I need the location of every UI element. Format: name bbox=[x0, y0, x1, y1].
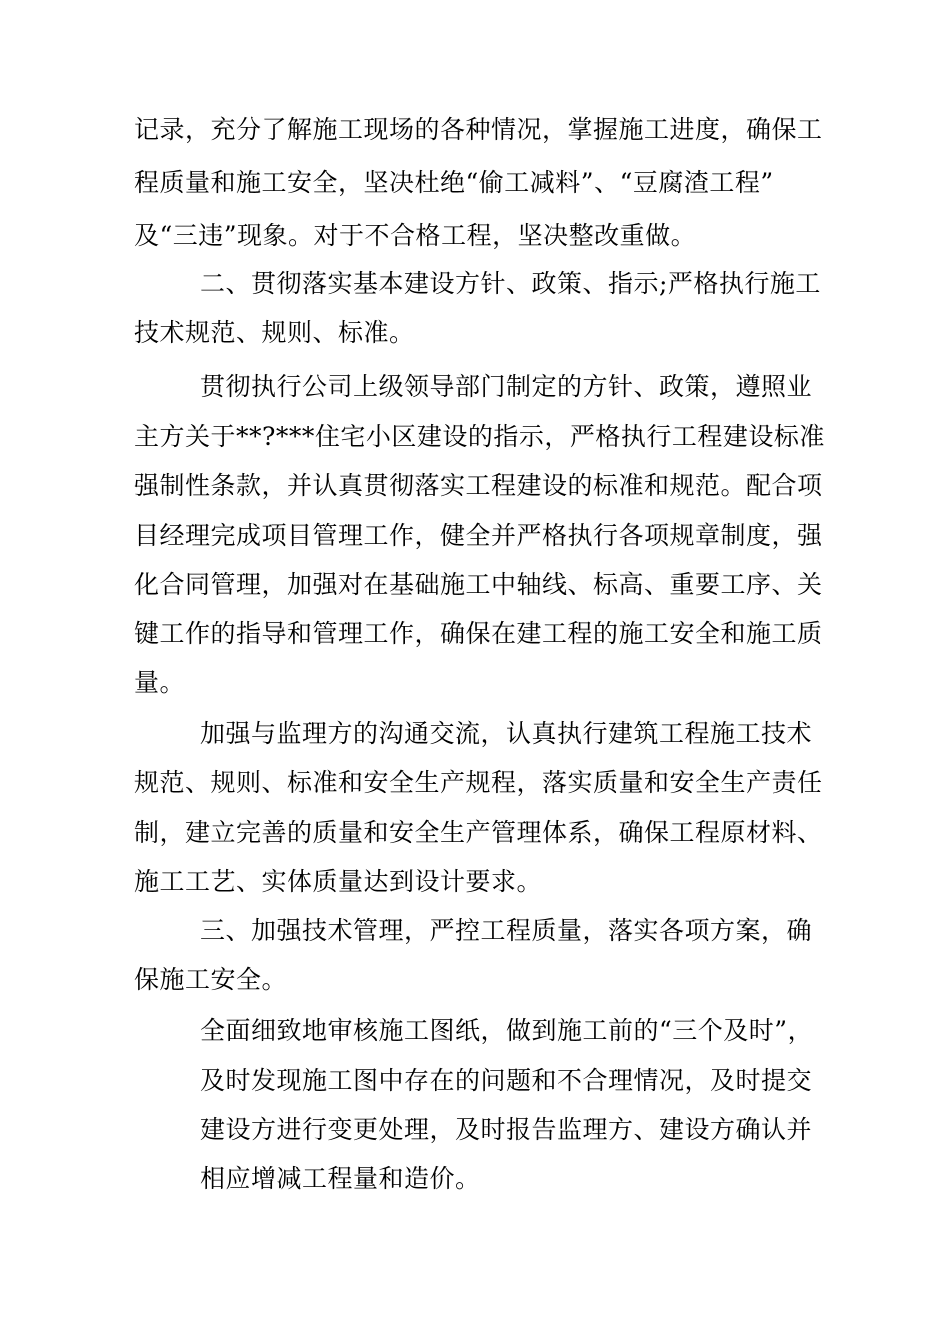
section-heading: 技术规范、规则、标准。 bbox=[134, 318, 415, 347]
text-line: 及时发现施工图中存在的问题和不合理情况，及时提交 bbox=[200, 1066, 813, 1095]
text-line: 全面细致地审核施工图纸，做到施工前的“三个及时”， bbox=[200, 1016, 814, 1045]
text-line: 规范、规则、标准和安全生产规程，落实质量和安全生产责任 bbox=[134, 768, 823, 797]
text-line: 加强与监理方的沟通交流，认真执行建筑工程施工技术 bbox=[200, 719, 813, 748]
text-line: 目经理完成项目管理工作，健全并严格执行各项规章制度，强 bbox=[134, 521, 823, 550]
text-line: 键工作的指导和管理工作，确保在建工程的施工安全和施工质 bbox=[134, 619, 823, 648]
text-line: 制，建立完善的质量和安全生产管理体系，确保工程原材料、 bbox=[134, 818, 823, 847]
section-heading: 二、贯彻落实基本建设方针、政策、指示;严格执行施工 bbox=[200, 269, 821, 298]
text-line: 化合同管理，加强对在基础施工中轴线、标高、重要工序、关 bbox=[134, 570, 823, 599]
text-line: 及“三违”现象。对于不合格工程，坚决整改重做。 bbox=[134, 221, 697, 250]
section-heading: 三、加强技术管理，严控工程质量，落实各项方案，确 bbox=[200, 916, 813, 945]
text-line: 量。 bbox=[134, 668, 186, 697]
section-heading: 保施工安全。 bbox=[134, 965, 288, 994]
text-line: 施工工艺、实体质量达到设计要求。 bbox=[134, 867, 543, 896]
text-line: 贯彻执行公司上级领导部门制定的方针、政策，遵照业 bbox=[200, 372, 813, 401]
text-line: 程质量和施工安全，坚决杜绝“偷工减料”、“豆腐渣工程” bbox=[134, 168, 774, 197]
text-line: 记录，充分了解施工现场的各种情况，掌握施工进度，确保工 bbox=[134, 115, 823, 144]
text-line: 主方关于**?***住宅小区建设的指示，严格执行工程建设标准 bbox=[134, 422, 825, 451]
text-line: 相应增减工程量和造价。 bbox=[200, 1164, 481, 1193]
text-line: 强制性条款，并认真贯彻落实工程建设的标准和规范。配合项 bbox=[134, 471, 823, 500]
text-line: 建设方进行变更处理，及时报告监理方、建设方确认并 bbox=[200, 1115, 813, 1144]
